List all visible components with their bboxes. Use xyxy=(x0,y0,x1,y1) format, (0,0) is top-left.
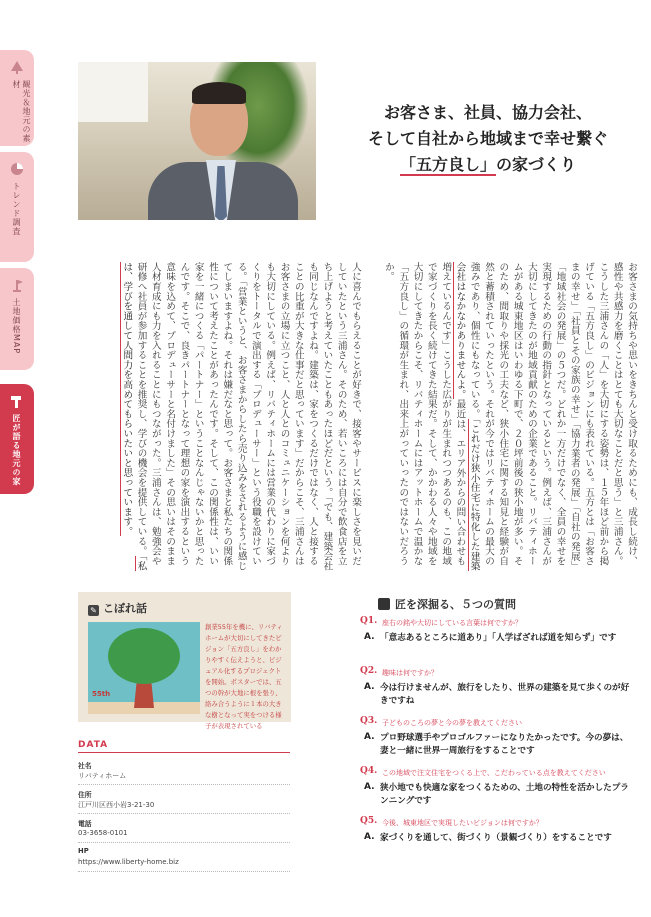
qa-a-label: A. xyxy=(364,832,375,842)
qa-title: 匠を深掘る、５つの質問 xyxy=(378,596,516,612)
data-separator xyxy=(78,784,290,785)
data-divider xyxy=(78,752,290,753)
data-label-hp: HP xyxy=(78,847,89,855)
article-column-right xyxy=(370,262,638,574)
data-value-hp[interactable]: https://www.liberty-home.biz xyxy=(78,858,179,866)
data-value-phone: 03-3658-0101 xyxy=(78,829,128,837)
headline-line: そして自社から地域まで幸せ繋ぐ xyxy=(367,129,608,148)
article-text: 人に喜んでもらえることが好きで、接客やサービスに楽しさを見いだしていたという三浦さん。そのため、若いころには自分で飲食店を立ち上げようと考えていたこともあったほどだという。「でも、建築会社も同じなんですよね。建築は、家をつくるだけではなく、人と接することの比重が大きな仕事だと思っています」だからこそ、三浦さんはお客さまの立場に立つこと、人と人とのコミュニケーションを何よりも大切にしている。例えば、リバティホームには営業の代わりに家づくりをトータルで演出する「プロデューサー」という役職を設けている。「営業というと、お客さまからしたら売り込みをされるように感じてしまいますよね。それは嫌だなと思って。お客さまと私たちの関係性について考えたことがあったんです。そして、この関係性は、いい家を一緒につくる「パートナー」ということなんじゃないかと思ったんです。そこで、良きパートナーとなって理想の家を演出するという意味を込めて、プロデューサーと名付けました」その思いはそのまま人材育成にも力を入れることにもつながった。三浦さんは、勉強会や研修へ社員が参加することを推奨し、学びの機会を提供している。 xyxy=(135,262,361,571)
qa-question: 子どものころの夢と今の夢を教えてください xyxy=(382,719,522,727)
qa-a-label: A. xyxy=(364,782,375,792)
article-emphasis: 「これだけ狭小住宅に特化した建築会社はなかなかありませんよ。 xyxy=(454,262,480,571)
data-label-phone: 電話 xyxy=(78,820,92,828)
data-value-address: 江戸川区西小岩3-21-30 xyxy=(78,801,155,809)
article-emphasis: 「私は、学びを通して人間力を高めてもらいたいと思っています。 xyxy=(121,262,147,571)
qa-a-label: A. xyxy=(364,632,375,642)
portrait-photo xyxy=(78,62,316,220)
article-text: お客さまの気持ちや思いをきちんと受け取るためにも、成長し続け、感性や共感力を磨くことはとても大切なことだと思う」と三浦さん。こうした三浦さんの「人」を大切にする姿勢は、１５年ほど前から掲げている「五方良し」のビジョンにも表れている。五方とは「お客さまの幸せ」「社員とその家族の幸せ」「協力業者の発展」「自社の発展」「地域社会の発展」の５つだ。どれか一方だけでなく、全員の幸せを実現するための行動の指針となっているという。例えば、三浦さんが大切にしてきたのが地域貢献のための企業であること。リバティホームがある城東地区はいわゆる下町で、２０坪前後の狭小地が多い。そのため、間取りや採光の工夫など、狭小住宅に関する知見と経験が自然と蓄積されていったという。それが今ではリバティホームの最大の強みであり、個性にもなっている。 xyxy=(468,262,637,571)
qa-q-number: Q3. xyxy=(360,716,378,726)
tree-icon xyxy=(10,60,24,74)
qa-q-number: Q4. xyxy=(360,766,378,776)
data-separator xyxy=(78,813,290,814)
data-separator xyxy=(78,842,290,843)
kobore-text: 創業55年を機に、リバティホームが大切にしてきたビジョン「五方良し」をわかりやすく伝えようと、ビジュアル化するプロジェクトを開始。ポスターでは、五つの幹が大地に根を張り、絡み合うように１本の大きな樹となって実をつける様子が表現されている xyxy=(205,623,283,730)
qa-answer: 狭小地でも快適な家をつくるための、土地の特性を活かしたプランニングです xyxy=(380,783,629,806)
data-value-company: リバティホーム xyxy=(78,772,127,780)
kobore-title: ✎ こぼれ話 xyxy=(88,600,147,616)
headline-line: お客さま、社員、協力会社、 xyxy=(383,103,592,122)
qa-answer: 「意志あるところに道あり」「人学ばざれば道を知らず」です xyxy=(380,633,617,643)
qa-a-label: A. xyxy=(364,682,375,692)
qa-q-number: Q2. xyxy=(360,666,378,676)
pie-chart-icon xyxy=(10,162,24,176)
kobore-box xyxy=(78,592,291,730)
article-text: 最近は、エリア外からの問い合わせも増えているんです」こうした広がりが生まれつつあるのも、この地域で家づくりを長く続けてきた結果だ。そして、かかわる人々や地域を大切にしてきたからこそ、リバティホームにはアットホームで温かな「五方良し」の循環が生まれ、出来上がっていったのではないだろうか。 xyxy=(382,262,466,566)
qa-question: 座右の銘や大切にしている言葉は何ですか？ xyxy=(382,619,522,627)
map-pin-icon xyxy=(10,278,24,292)
qa-question: この地域で注文住宅をつくる上で、こだわっている点を教えてください xyxy=(382,769,606,777)
data-separator xyxy=(78,871,290,872)
vision-poster-image xyxy=(88,622,200,714)
qa-answer: 今は行けませんが、旅行をしたり、世界の建築を見て歩くのが好きですね xyxy=(380,683,630,706)
sidebar-tab-land-price-map[interactable] xyxy=(0,268,34,370)
qa-a-label: A. xyxy=(364,732,375,742)
sidebar-tab-local-homes[interactable] xyxy=(0,384,34,494)
data-label-address: 住所 xyxy=(78,791,92,799)
anniversary-badge: 55th xyxy=(92,690,111,698)
sidebar-tab-label: 匠が語る地元の家 xyxy=(12,414,21,486)
qa-question: 今後、城東地区で実現したいビジョンは何ですか？ xyxy=(382,819,543,827)
data-title: DATA xyxy=(78,740,109,750)
article-column-left xyxy=(78,262,362,574)
headline-highlight: 「五方良し」 xyxy=(399,155,496,174)
qa-q-number: Q1. xyxy=(360,616,378,626)
craftsman-icon xyxy=(378,598,390,610)
sidebar-tab-label: 観光＆地元の素材 xyxy=(12,80,31,143)
chat-icon: ✎ xyxy=(88,605,99,616)
sidebar-tab-label: 土地価格MAP xyxy=(12,298,21,355)
qa-answer: プロ野球選手やプロゴルファーになりたかったです。今の夢は、妻と一緒に世界一周旅行をすることです xyxy=(380,733,629,756)
qa-question: 趣味は何ですか？ xyxy=(382,669,438,677)
sidebar-tab-trend-research[interactable] xyxy=(0,152,34,262)
qa-answer: 家づくりを通して、街づくり（景観づくり）をすることです xyxy=(380,833,612,843)
hammer-icon xyxy=(10,394,24,408)
data-label-company: 社名 xyxy=(78,762,92,770)
sidebar-tab-label: トレンド調査 xyxy=(12,182,21,236)
qa-q-number: Q5. xyxy=(360,816,378,826)
page-headline xyxy=(338,100,638,178)
sidebar-tab-local-materials[interactable] xyxy=(0,50,34,146)
headline-line: の家づくり xyxy=(496,155,577,174)
